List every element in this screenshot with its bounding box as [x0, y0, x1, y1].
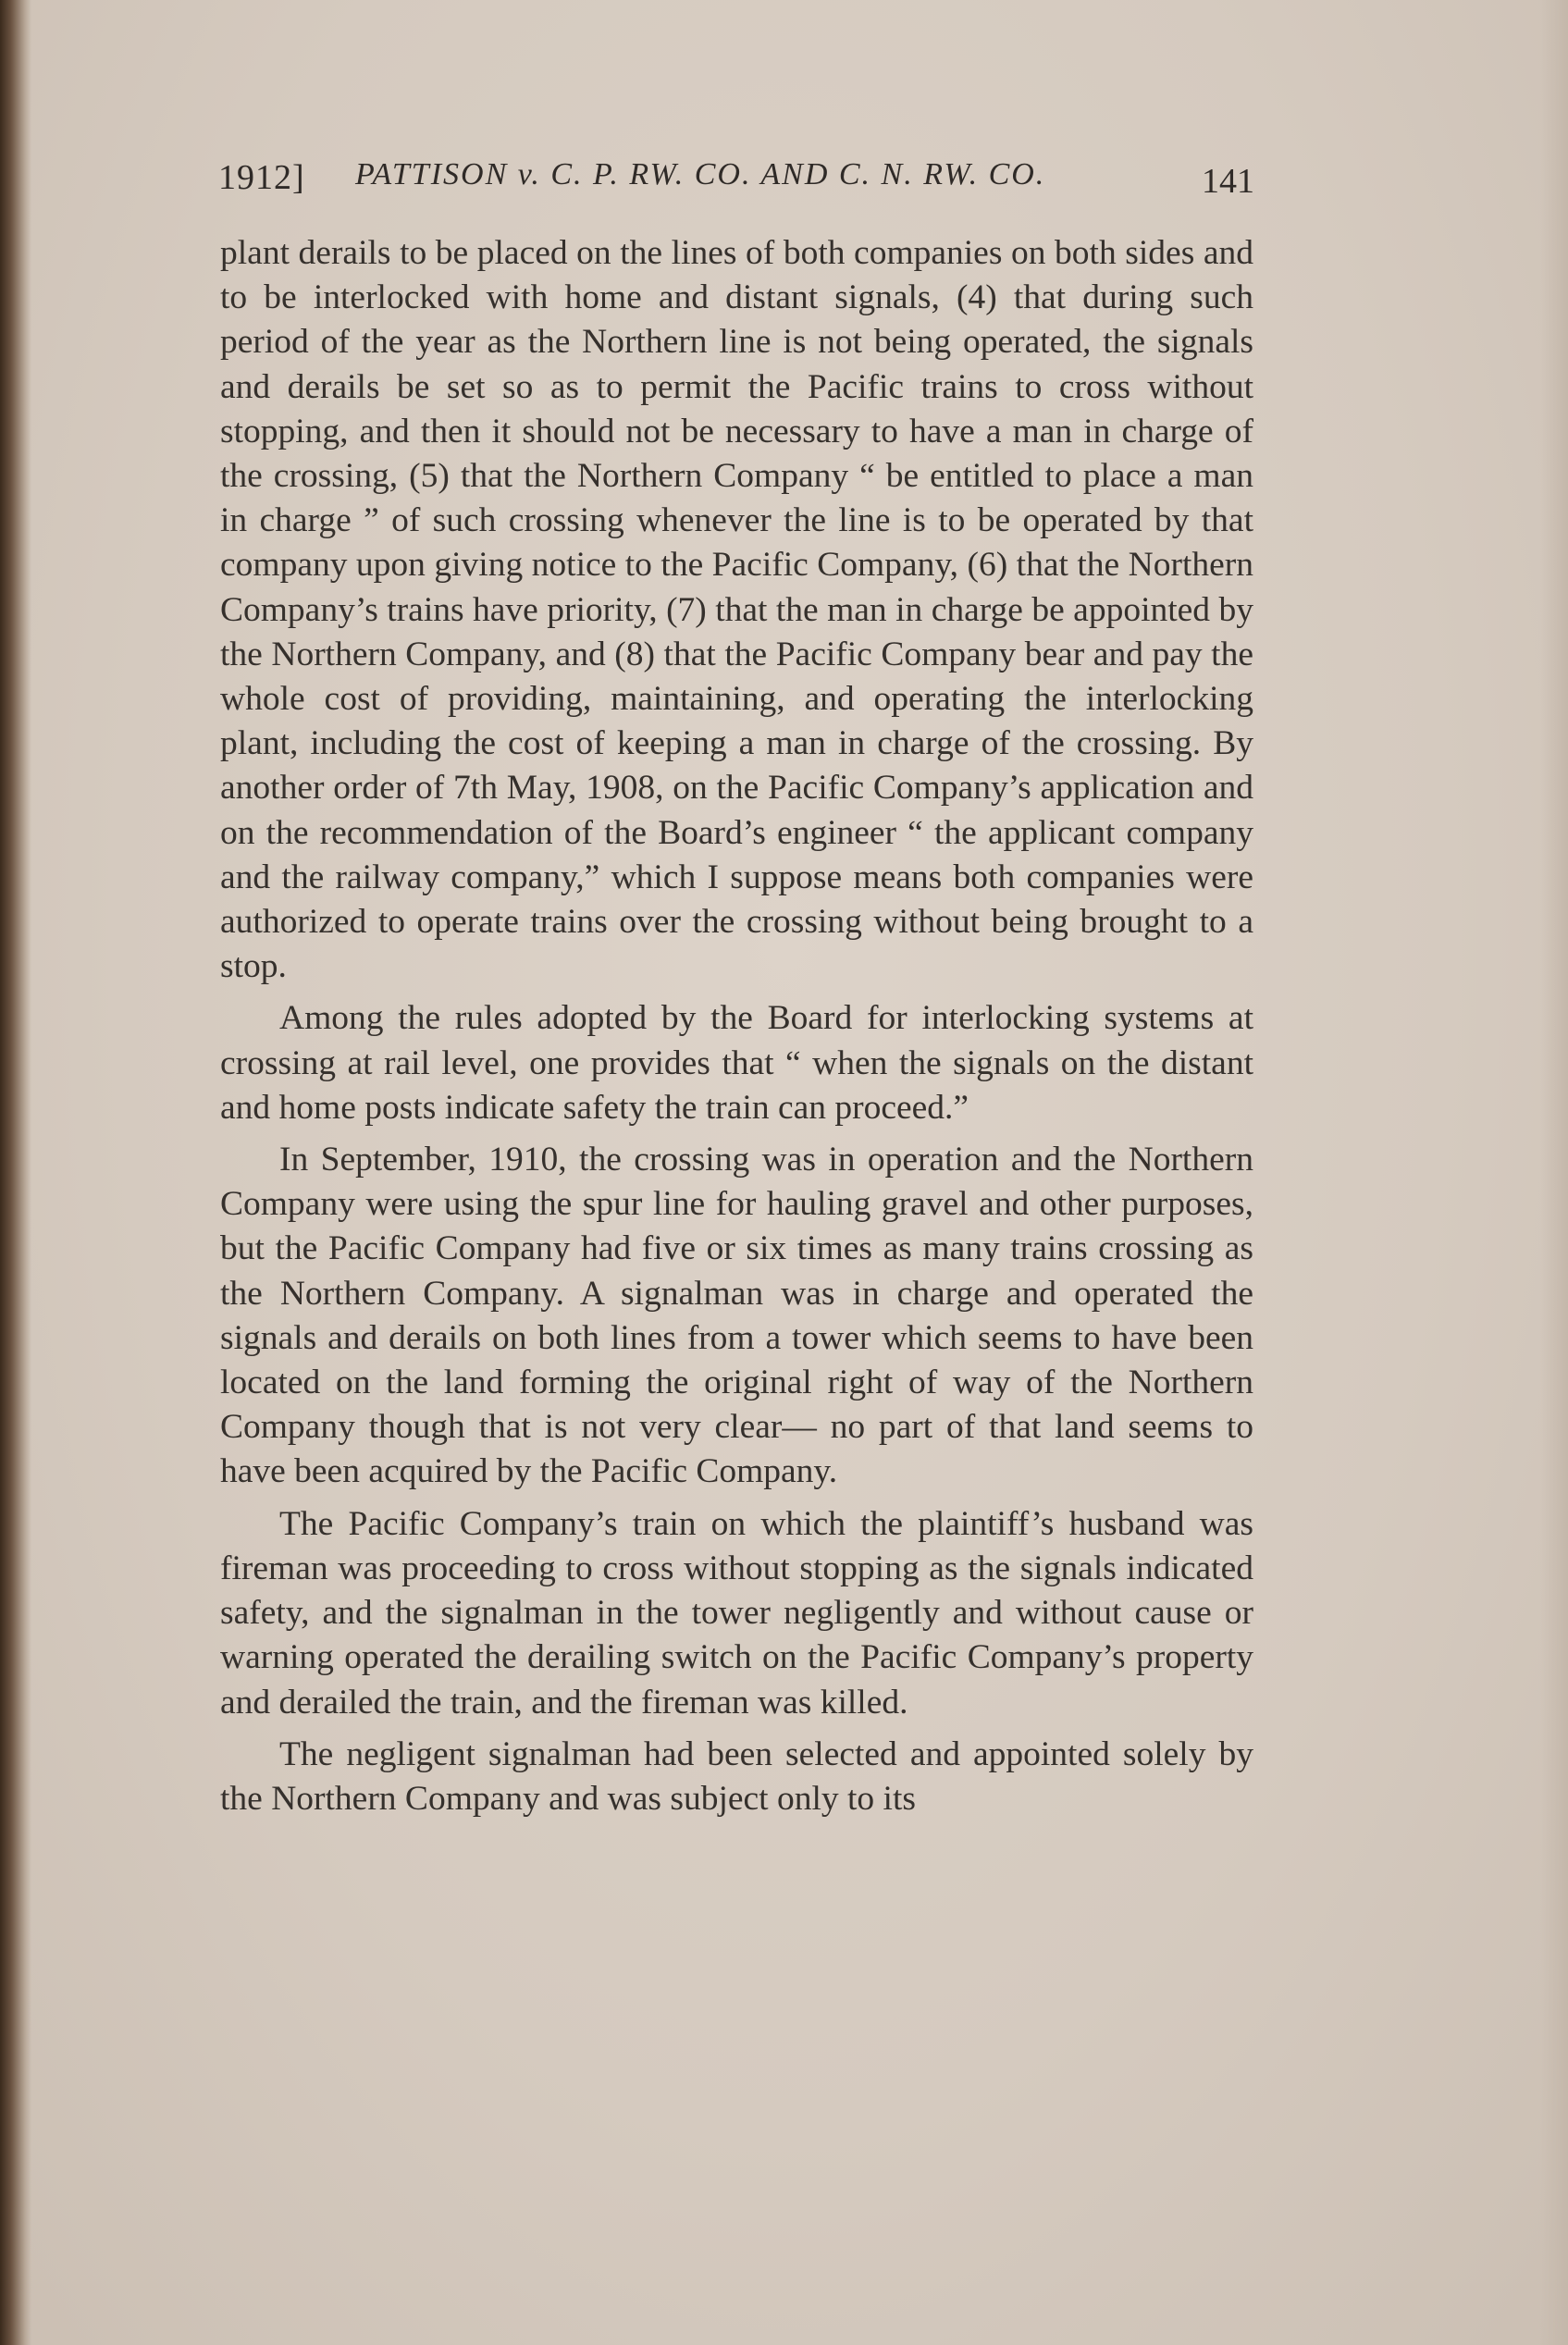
paragraph-continued: plant derails to be placed on the lines of both companies on both sides and to be interlocked with home and distant signals, (4) that during such period of the year as the Northern line is not being operated, the signals and derails be set so as to permit the Pacific trains to cross without stopping, and then it should not be necessary to have a man in charge of the crossing, (5) that the Northern Company “ be entitled to place a man in charge ” of such crossing whenever the line is to be operated by that company upon giving notice to the Pacific Company, (6) that the Northern Company’s trains have priority, (7) that the man in charge be appointed by the Northern Company, and (8) that the Pacific Company bear and pay the whole cost of providing, maintaining, and operating the interlocking plant, including the cost of keeping a man in charge of the crossing. By another order of 7th May, 1908, on the Pacific Company’s application and on the recommendation of the Board’s engineer “ the applicant company and the railway company,” which I suppose means both companies were authorized to operate trains over the crossing without being brought to a stop.	[220, 234, 1253, 986]
paragraph-derailment: The Pacific Company’s train on which the plaintiff’s husband was fireman was proceeding to cross without stopping as the signals indicated safety, and the signalman in the tower negligently and without cause or warning operated the derailing switch on the Pacific Company’s property and derailed the train, and the fireman was killed.	[220, 1504, 1253, 1722]
running-header	[218, 154, 1254, 209]
paragraph-september-1910: In September, 1910, the crossing was in operation and the Northern Company were using the spur line for hauling gravel and other purposes, but the Pacific Company had five or six times as many trains crossing as the Northern Company. A signalman was in charge and operated the signals and derails on both lines from a tower which seems to have been located on the land forming the original right of way of the Northern Company though that is not very clear— no part of that land seems to have been acquired by the Pacific Company.	[220, 1141, 1253, 1491]
body-text	[220, 231, 1253, 1821]
book-spine-shadow	[0, 0, 31, 2345]
paragraph-rules: Among the rules adopted by the Board for interlocking systems at crossing at rail level, one provides that “ when the signals on the distant and home posts indicate safety the train can proceed.”	[220, 999, 1253, 1127]
running-title: PATTISON v. C. P. RW. CO. AND C. N. RW. CO.	[355, 157, 1046, 191]
page-edge	[1540, 0, 1568, 2345]
header-year: 1912]	[218, 158, 305, 197]
page-number: 141	[1202, 162, 1254, 201]
paragraph-signalman: The negligent signalman had been selected and appointed solely by the Northern Company and was subject only to its	[220, 1734, 1253, 1818]
